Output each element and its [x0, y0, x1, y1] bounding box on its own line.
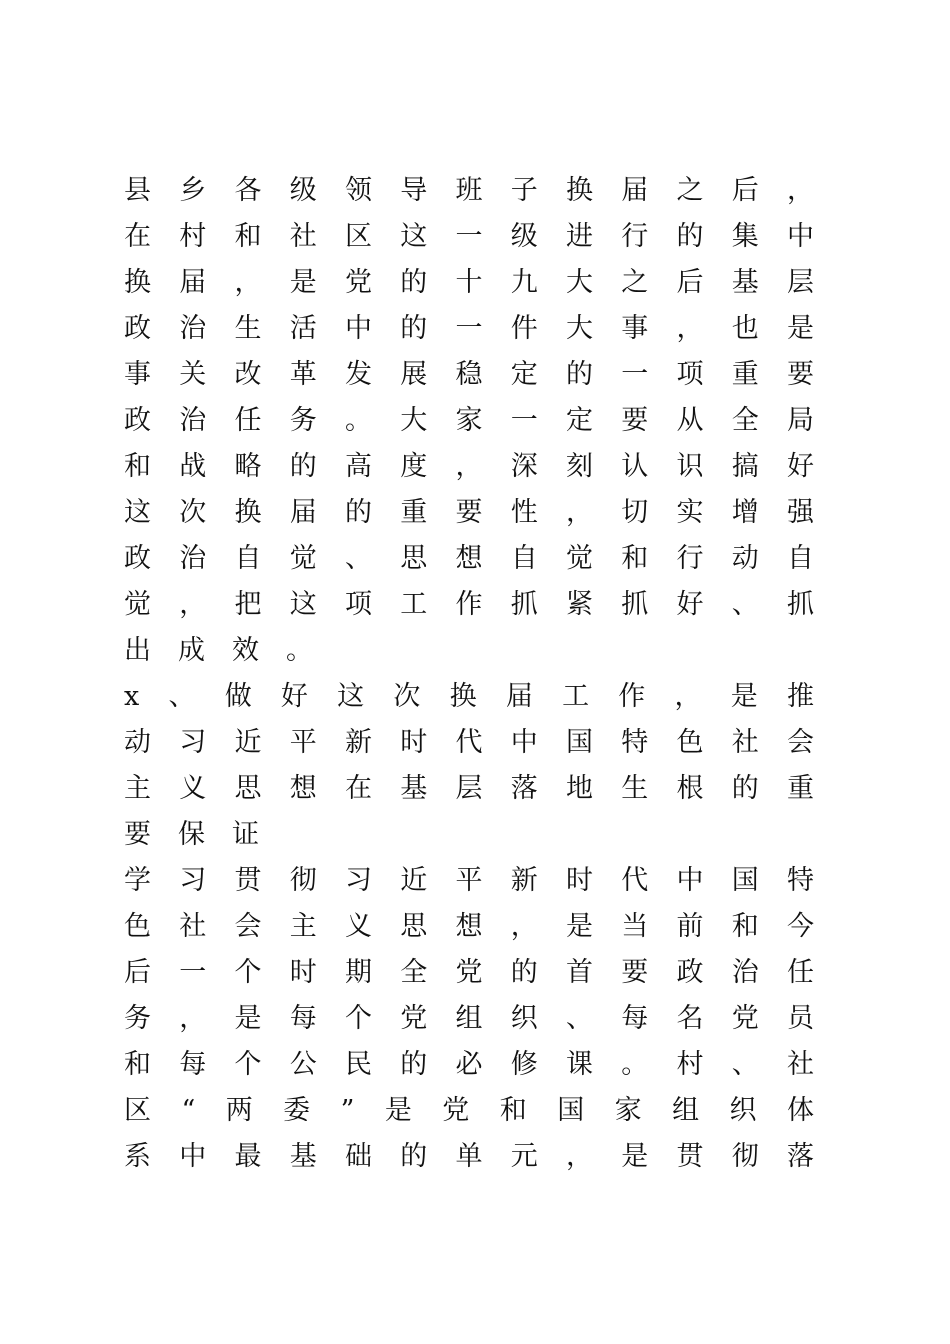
text-line-10: 觉，把这项工作抓紧抓好、抓	[124, 589, 814, 620]
text-line-11: 出成效。	[124, 635, 340, 666]
section-heading-line-2: 动习近平新时代中国特色社会	[124, 727, 814, 758]
text-line-16: 学习贯彻习近平新时代中国特	[124, 865, 814, 896]
text-line-9: 政治自觉、思想自觉和行动自	[124, 543, 814, 574]
text-line-5: 事关改革发展稳定的一项重要	[124, 359, 814, 390]
text-line-4: 政治生活中的一件大事，也是	[124, 313, 814, 344]
text-line-19: 务，是每个党组织、每名党员	[124, 1003, 814, 1034]
text-line-7: 和战略的高度，深刻认识搞好	[124, 451, 814, 482]
section-heading-line-1: x、做好这次换届工作，是推	[124, 681, 814, 712]
text-line-3: 换届，是党的十九大之后基层	[124, 267, 814, 298]
text-line-18: 后一个时期全党的首要政治任	[124, 957, 814, 988]
text-line-2: 在村和社区这一级进行的集中	[124, 221, 814, 252]
text-line-1: 县乡各级领导班子换届之后，	[124, 175, 814, 206]
text-line-6: 政治任务。大家一定要从全局	[124, 405, 814, 436]
section-heading-line-4: 要保证	[124, 819, 286, 850]
body-text	[124, 168, 814, 1180]
text-line-22: 系中最基础的单元，是贯彻落	[124, 1141, 814, 1172]
text-line-8: 这次换届的重要性，切实增强	[124, 497, 814, 528]
text-line-17: 色社会主义思想，是当前和今	[124, 911, 814, 942]
text-line-20: 和每个公民的必修课。村、社	[124, 1049, 814, 1080]
section-heading-line-3: 主义思想在基层落地生根的重	[124, 773, 814, 804]
text-line-21: 区“两委”是党和国家组织体	[124, 1095, 814, 1126]
